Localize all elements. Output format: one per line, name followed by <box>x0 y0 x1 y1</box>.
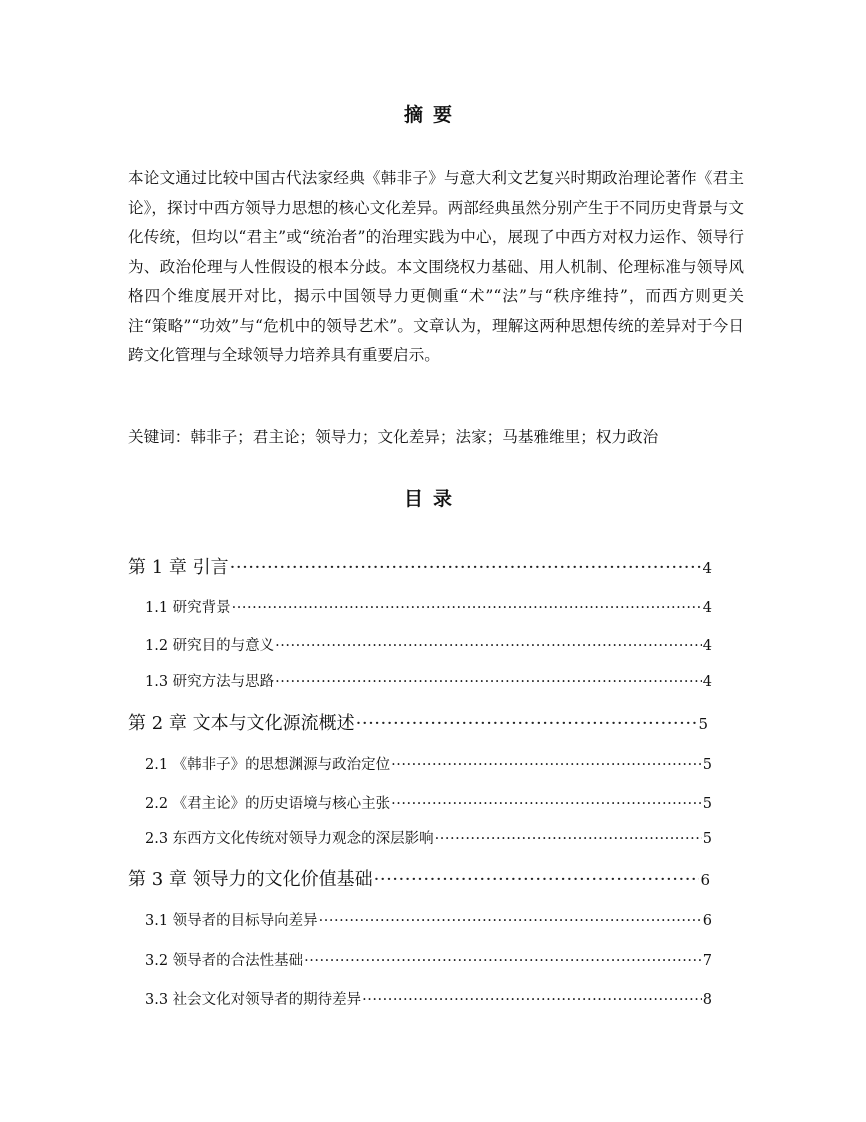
toc-page-number: 6 <box>702 913 712 929</box>
toc-entry-text: 2.1 《韩非子》的思想渊源与政治定位 <box>145 757 391 773</box>
toc-entry-text: 1.2 研究目的与意义 <box>145 638 275 654</box>
toc-entry-section-3-2[interactable] <box>145 949 712 973</box>
toc-entry-section-3-1[interactable] <box>145 909 712 933</box>
toc-leader-dots <box>319 913 702 929</box>
toc-entry-text: 1.1 研究背景 <box>145 600 231 616</box>
abstract-title: 摘要 <box>403 104 462 126</box>
toc-page-number: 4 <box>702 674 712 690</box>
toc-entry-section-1-3[interactable] <box>145 670 712 694</box>
toc-entry-text: 3.3 社会文化对领导者的期待差异 <box>145 992 362 1008</box>
toc-leader-dots <box>374 869 700 890</box>
toc-entry-text: 第 1 章 引言 <box>128 557 229 578</box>
toc-page-number: 6 <box>700 871 710 889</box>
toc-leader-dots <box>356 713 698 734</box>
toc-leader-dots <box>391 796 702 812</box>
toc-leader-dots <box>230 557 702 578</box>
toc-entry-text: 第 2 章 文本与文化源流概述 <box>128 713 355 734</box>
toc-page-number: 4 <box>702 600 712 616</box>
toc-entry-section-2-1[interactable] <box>145 753 712 777</box>
toc-title: 目录 <box>403 488 462 510</box>
toc-entry-section-2-2[interactable] <box>145 792 712 816</box>
toc-page-number: 5 <box>698 715 708 733</box>
toc-leader-dots <box>232 600 702 616</box>
toc-leader-dots <box>362 992 702 1008</box>
toc-entry-section-1-2[interactable] <box>145 634 712 658</box>
toc-page-number: 8 <box>702 992 712 1008</box>
toc-page-number: 5 <box>702 831 712 847</box>
toc-page-number: 5 <box>702 757 712 773</box>
toc-leader-dots <box>275 674 702 690</box>
toc-leader-dots <box>391 757 702 773</box>
toc-entry-text: 3.1 领导者的目标导向差异 <box>145 913 318 929</box>
toc-entry-chapter-3[interactable] <box>128 865 710 893</box>
toc-leader-dots <box>435 831 702 847</box>
toc-leader-dots <box>275 638 702 654</box>
toc-entry-text: 1.3 研究方法与思路 <box>145 674 275 690</box>
toc-entry-section-1-1[interactable] <box>145 596 712 620</box>
keywords-line: 关键词：韩非子；君主论；领导力；文化差异；法家；马基雅维里；权力政治 <box>128 428 659 446</box>
toc-page-number: 4 <box>702 638 712 654</box>
toc-entry-chapter-1[interactable] <box>128 553 712 581</box>
toc-entry-text: 2.2 《君主论》的历史语境与核心主张 <box>145 796 391 812</box>
toc-page-number: 5 <box>702 796 712 812</box>
toc-entry-chapter-2[interactable] <box>128 709 708 737</box>
toc-entry-text: 3.2 领导者的合法性基础 <box>145 953 304 969</box>
toc-page-number: 4 <box>702 559 712 577</box>
toc-entry-text: 2.3 东西方文化传统对领导力观念的深层影响 <box>145 831 434 847</box>
toc-entry-section-2-3[interactable] <box>145 827 712 851</box>
toc-entry-text: 第 3 章 领导力的文化价值基础 <box>128 869 373 890</box>
abstract-body: 本论文通过比较中国古代法家经典《韩非子》与意大利文艺复兴时期政治理论著作《君主论》，探讨中西方领导力思想的核心文化差异。两部经典虽然分别产生于不同历史背景与文化传统，但均以“君主”或“统治者”的治理实践为中心，展现了中西方对权力运作、领导行为、政治伦理与人性假设的根本分歧。本文围绕权力基础、用人机制、伦理标准与领导风格四个维度展开对比，揭示中国领导力更侧重“术”“法”与“秩序维持”，而西方则更关注“策略”“功效”与“危机中的领导艺术”。文章认为，理解这两种思想传统的差异对于今日跨文化管理与全球领导力培养具有重要启示。 <box>128 169 744 364</box>
toc-leader-dots <box>304 953 702 969</box>
toc-entry-section-3-3[interactable] <box>145 988 712 1012</box>
toc-page-number: 7 <box>702 953 712 969</box>
